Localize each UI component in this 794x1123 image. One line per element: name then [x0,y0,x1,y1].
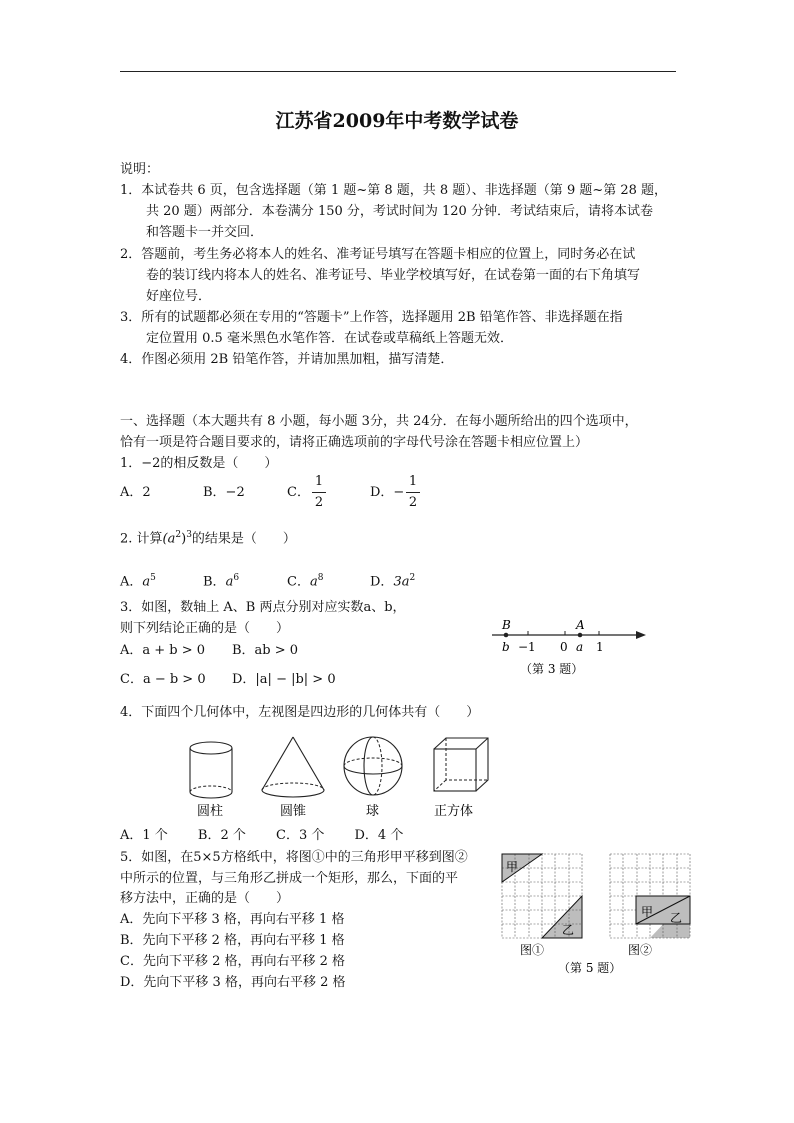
instruction-3-line-1: 3．所有的试题都必须在专用的“答题卡”上作答，选择题用 2B 铅笔作答、非选择题在指 [120,310,623,325]
header-rule [120,71,676,72]
instruction-2-line-1: 2．答题前，考生务必将本人的姓名、准考证号填写在答题卡相应的位置上，同时务必在试 [120,247,636,262]
label-jia-1: 甲 [506,860,519,874]
q2-stem [120,525,296,549]
q3-option-a: A．a + b > 0 [120,643,206,658]
label-a: a [576,640,584,654]
instruction-1-line-2: 共 20 题）两部分．本卷满分 150 分，考试时间为 120 分钟．考试结束后，请将本试卷 [146,204,653,219]
q1-d-denominator: 2 [408,495,418,510]
q2-c-base: a [309,574,318,590]
q2-c-label: C． [287,574,310,590]
q1-c-numerator: 1 [314,474,324,489]
q2-option-d [370,568,415,592]
grid-figure-1 [502,854,582,957]
q3-option-c: C．a − b > 0 [120,672,206,687]
q4-solids-figure [180,735,500,825]
q2-b-exp: 6 [233,573,240,583]
q2-exp-outer: 3 [186,530,192,540]
instruction-2-line-2: 卷的装订线内将本人的姓名、准考证号、毕业学校填写好，在试卷第一面的右下角填写 [146,268,641,283]
q1-option-c-label: C． [287,485,310,500]
point-a [578,633,583,638]
q2-stem-pre: 2. 计算 [120,531,163,547]
q2-option-a [120,568,156,592]
solid-label-cube: 正方体 [434,804,474,819]
label-zero: 0 [560,640,568,654]
q2-d-base: 3a [393,574,410,590]
sphere-icon [344,737,402,795]
instruction-1-line-1: 1．本试卷共 6 页，包含选择题（第 1 题~第 8 题，共 8 题）、非选择题（第 9 题~第 28 题， [120,183,668,198]
q1-d-fraction-bar [406,492,420,493]
q1-option-a: A．2 [120,485,151,500]
label-one: 1 [596,640,604,654]
solid-label-cylinder: 圆柱 [197,804,224,819]
q3-number-line-figure [488,615,653,680]
instruction-2-line-3: 好座位号． [146,289,212,304]
figure-1-caption: 图① [520,943,545,957]
q5-option-a: A．先向下平移 3 格，再向右平移 1 格 [120,912,345,927]
q1-option-d-fraction [406,474,420,511]
q4-options: A．1 个 B．2 个 C．3 个 D．4 个 [120,828,404,843]
q5-stem-line-3: 移方法中，正确的是（ ） [120,891,290,906]
section-1-header-line-2: 恰有一项是符合题目要求的，请将正确选项前的字母代号涂在答题卡相应位置上） [120,435,589,450]
q1-d-numerator: 1 [408,474,418,489]
figure-2-caption: 图② [628,943,653,957]
q4-stem: 4．下面四个几何体中，左视图是四边形的几何体共有（ ） [120,705,480,720]
q3-stem-line-1: 3．如图，数轴上 A、B 两点分别对应实数a、b， [120,600,406,615]
q5-stem-line-2: 中所示的位置，与三角形乙拼成一个矩形，那么，下面的平 [120,871,459,886]
q2-expr-open: (a [162,531,176,547]
instruction-4: 4．作图必须用 2B 铅笔作答，并请加黑加粗，描写清楚． [120,352,454,367]
label-neg1: −1 [518,640,536,654]
q5-figure-caption: （第 5 题） [558,961,622,975]
instruction-1-line-3: 和答题卡一并交回． [146,225,264,240]
q1-stem: 1．−2的相反数是（ ） [120,456,278,471]
grid-figure-2 [610,854,690,957]
q2-d-label: D． [370,574,394,590]
q3-option-b: B．ab > 0 [232,643,299,658]
q1-option-d-label: D．− [370,485,405,500]
instruction-3-line-2: 定位置用 0.5 毫米黑色水笔作答．在试卷或草稿纸上答题无效． [146,331,513,346]
q3-stem-line-2: 则下列结论正确的是（ ） [120,621,290,636]
q1-c-fraction-bar [312,492,326,493]
label-jia-2: 甲 [641,905,654,919]
label-b: b [502,640,510,654]
q2-b-base: a [225,574,234,590]
arrow-icon [636,631,646,639]
label-yi-1: 乙 [562,923,575,937]
q5-option-d: D．先向下平移 3 格，再向右平移 2 格 [120,975,346,990]
label-B: B [502,618,511,632]
q5-option-c: C．先向下平移 2 格，再向右平移 2 格 [120,954,346,969]
page-title: 江苏省2009年中考数学试卷 [275,110,519,132]
q2-c-exp: 8 [317,573,324,583]
solid-label-cone: 圆锥 [280,804,307,819]
cube-icon [434,738,488,791]
q2-stem-post: 的结果是（ ） [191,531,296,547]
q1-option-c-fraction [312,474,326,511]
q2-option-b [203,568,239,592]
q2-a-label: A． [120,574,143,590]
q2-a-base: a [142,574,151,590]
point-b [504,633,509,638]
q2-d-exp: 2 [409,573,416,583]
q5-option-b: B．先向下平移 2 格，再向右平移 1 格 [120,933,345,948]
q2-a-exp: 5 [150,573,156,583]
q2-option-c [287,568,323,592]
q1-option-b: B．−2 [203,485,245,500]
label-yi-2: 乙 [670,911,683,925]
q5-grid-figure [500,852,696,976]
q2-b-label: B． [203,574,226,590]
q3-option-d: D．|a| − |b| > 0 [232,672,336,687]
instructions-heading: 说明： [120,162,160,177]
q1-c-denominator: 2 [314,495,324,510]
cylinder-icon [190,742,232,798]
q2-expr-close: ) [181,531,187,547]
solid-label-sphere: 球 [366,804,380,819]
q2-exp-inner: 2 [175,530,182,540]
q3-figure-caption: （第 3 题） [520,662,584,676]
q5-stem-line-1: 5．如图，在5×5方格纸中，将图①中的三角形甲平移到图② [120,850,468,865]
cone-icon [262,737,324,797]
section-1-header-line-1: 一、选择题（本大题共有 8 小题，每小题 3分，共 24分．在每小题所给出的四个选项中， [120,414,638,429]
label-A: A [576,618,585,632]
